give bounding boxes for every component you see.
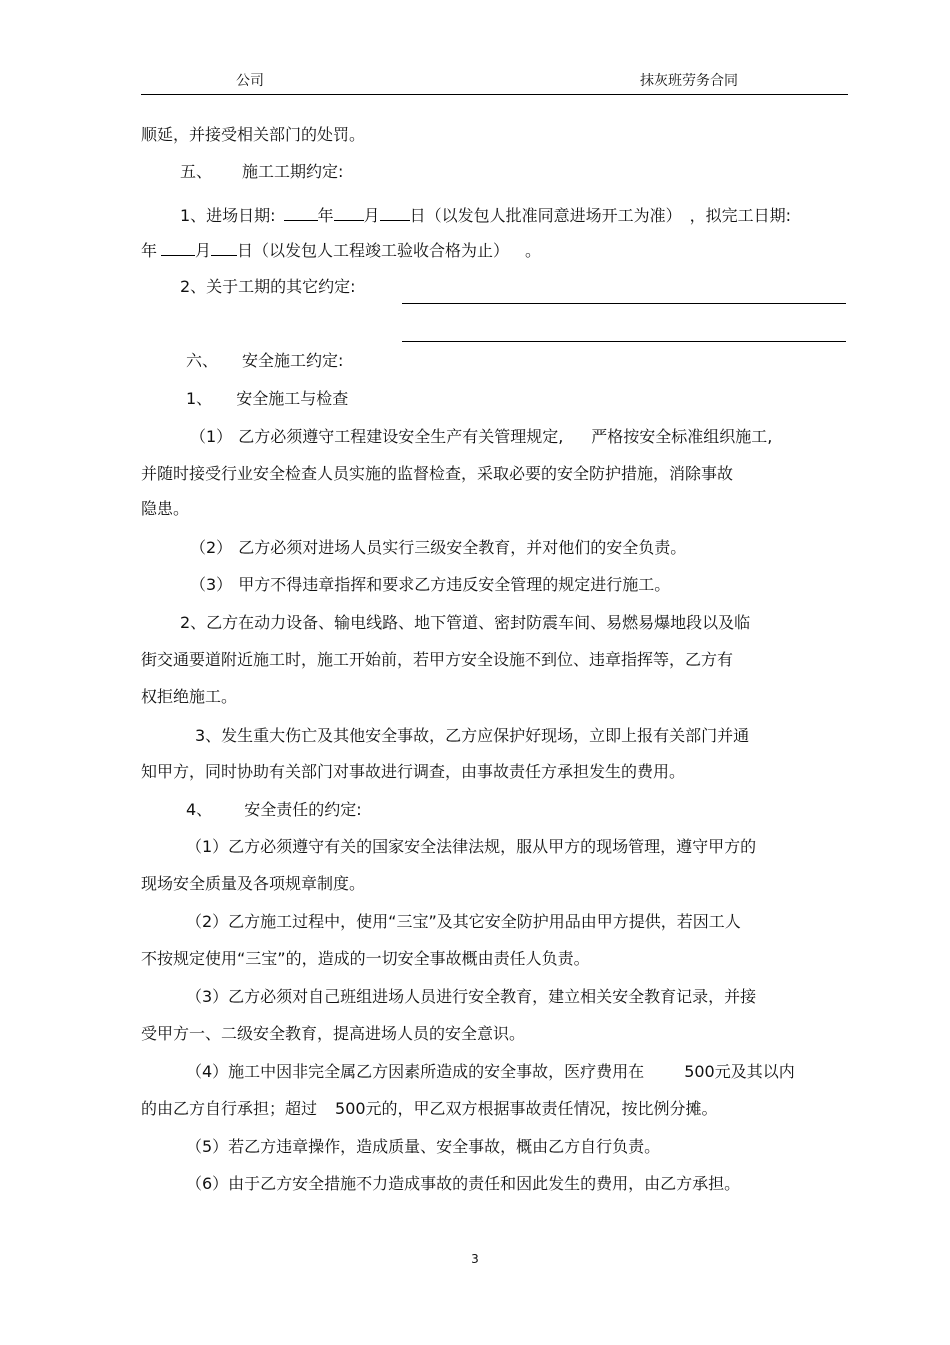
text-line: （2） 乙方必须对进场人员实行三级安全教育，并对他们的安全负责。 <box>190 538 687 557</box>
text-line: 知甲方，同时协助有关部门对事故进行调查，由事故责任方承担发生的费用。 <box>141 762 686 781</box>
date-line-1: 1、进场日期: 年 月 日（以发包人批准同意进场开工为准） ，拟完工日期: <box>180 206 792 225</box>
blank-rule <box>402 303 846 304</box>
blank-day <box>211 240 237 256</box>
text-line: 2、乙方在动力设备、输电线路、地下管道、密封防震车间、易燃易爆地段以及临 <box>180 613 751 632</box>
text-line: 受甲方一、二级安全教育，提高进场人员的安全意识。 <box>141 1024 526 1043</box>
text-line: 并随时接受行业安全检查人员实施的监督检查，采取必要的安全防护措施，消除事故 <box>141 464 734 483</box>
text-line: （3）乙方必须对自己班组进场人员进行安全教育，建立相关安全教育记录，并接 <box>186 987 757 1006</box>
header-contract-title: 抹灰班劳务合同 <box>640 73 738 89</box>
text-line: （2）乙方施工过程中，使用“三宝”及其它安全防护用品由甲方提供，若因工人 <box>186 912 741 931</box>
blank-rule <box>402 341 846 342</box>
header-company: 公司 <box>236 73 264 89</box>
subsection-heading: 4、 安全责任的约定: <box>186 800 362 819</box>
blank-month <box>334 205 364 221</box>
text-line: 街交通要道附近施工时，施工开始前，若甲方安全设施不到位、违章指挥等，乙方有 <box>141 650 734 669</box>
text-line: 不按规定使用“三宝”的，造成的一切安全事故概由责任人负责。 <box>141 949 590 968</box>
text-line: 隐患。 <box>141 499 190 518</box>
section-heading-5: 五、 施工工期约定: <box>180 162 344 181</box>
text-line: 3、发生重大伤亡及其他安全事故，乙方应保护好现场，立即上报有关部门并通 <box>195 726 750 745</box>
text-line: 顺延，并接受相关部门的处罚。 <box>141 125 366 144</box>
date-line-2: 年 月 日（以发包人工程竣工验收合格为止） 。 <box>141 241 542 260</box>
blank-day <box>380 205 410 221</box>
text-line: 2、关于工期的其它约定: <box>180 277 356 296</box>
text-line: （5）若乙方违章操作，造成质量、安全事故，概由乙方自行负责。 <box>186 1137 661 1156</box>
text-line: 的由乙方自行承担；超过 500元的，甲乙双方根据事故责任情况，按比例分摊。 <box>141 1099 718 1118</box>
header-rule <box>141 94 848 95</box>
text-line: 现场安全质量及各项规章制度。 <box>141 874 366 893</box>
text-line: 权拒绝施工。 <box>141 687 238 706</box>
text-line: （1）乙方必须遵守有关的国家安全法律法规，服从甲方的现场管理，遵守甲方的 <box>186 837 757 856</box>
text-line: （6）由于乙方安全措施不力造成事故的责任和因此发生的费用，由乙方承担。 <box>186 1174 741 1193</box>
blank-year <box>284 205 318 221</box>
text-line: （1） 乙方必须遵守工程建设安全生产有关管理规定, 严格按安全标准组织施工, <box>190 427 773 446</box>
text-line: （3） 甲方不得违章指挥和要求乙方违反安全管理的规定进行施工。 <box>190 575 671 594</box>
subsection-heading: 1、 安全施工与检查 <box>186 389 349 408</box>
section-heading-6: 六、 安全施工约定: <box>186 351 344 370</box>
page-number: 3 <box>471 1252 479 1266</box>
blank-month <box>161 240 195 256</box>
text-line: （4）施工中因非完全属乙方因素所造成的安全事故，医疗费用在 500元及其以内 <box>186 1062 795 1081</box>
